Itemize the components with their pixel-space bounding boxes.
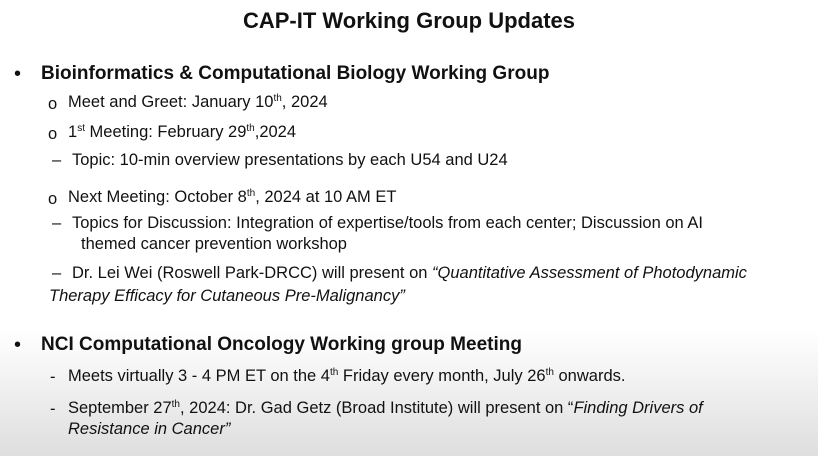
september-item-line1: September 27th, 2024: Dr. Gad Getz (Broad Institute) will present on “Finding Drivers of <box>68 399 703 417</box>
bullet-marker: • <box>14 63 22 85</box>
topics-discussion-line2: themed cancer prevention workshop <box>81 235 347 253</box>
hyphen-marker: - <box>50 400 56 418</box>
circle-marker: o <box>48 125 58 143</box>
hyphen-marker: - <box>50 368 56 386</box>
topic-item: Topic: 10-min overview presentations by each U54 and U24 <box>72 151 508 169</box>
dash-marker: – <box>52 264 62 282</box>
section-heading-nci: NCI Computational Oncology Working group Meeting <box>41 334 522 355</box>
topics-discussion-line1: Topics for Discussion: Integration of expertise/tools from each center; Discussion on AI <box>72 214 703 232</box>
dash-marker: – <box>52 151 62 169</box>
september-item-line2: Resistance in Cancer” <box>68 420 231 438</box>
dash-marker: – <box>52 214 62 232</box>
bullet-marker: • <box>14 334 22 356</box>
presenter-line2: Therapy Efficacy for Cutaneous Pre-Malignancy” <box>49 287 405 305</box>
section-heading-bioinformatics: Bioinformatics & Computational Biology Working Group <box>41 63 550 84</box>
meets-virtually-item: Meets virtually 3 - 4 PM ET on the 4th Friday every month, July 26th onwards. <box>68 367 626 385</box>
circle-marker: o <box>48 190 58 208</box>
next-meeting-item: Next Meeting: October 8th, 2024 at 10 AM ET <box>68 188 397 206</box>
first-meeting-item: 1st Meeting: February 29th,2024 <box>68 123 297 141</box>
circle-marker: o <box>48 95 58 113</box>
meet-and-greet-item: Meet and Greet: January 10th, 2024 <box>68 93 328 111</box>
presenter-line1: Dr. Lei Wei (Roswell Park-DRCC) will present on “Quantitative Assessment of Photodynamic <box>72 264 747 282</box>
page-title: CAP-IT Working Group Updates <box>242 8 576 33</box>
